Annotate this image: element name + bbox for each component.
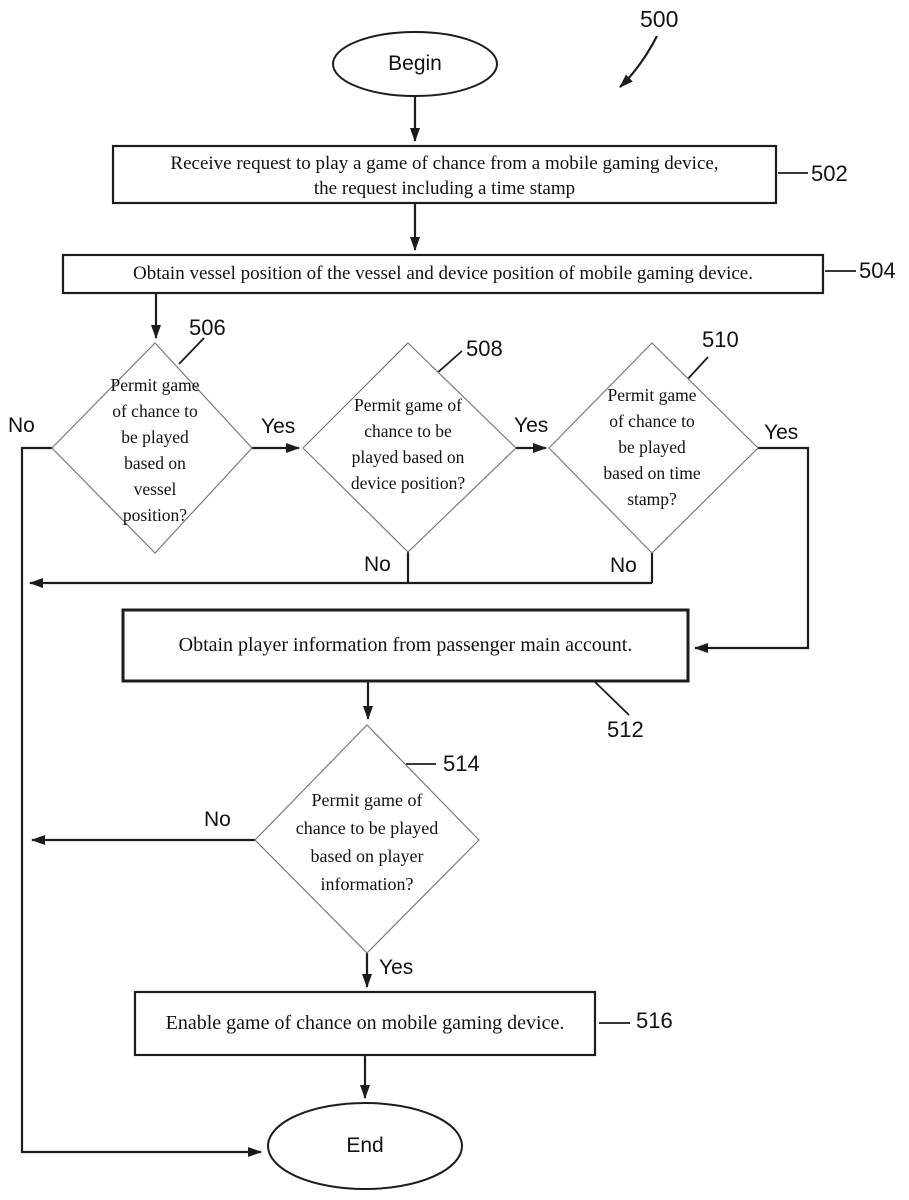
ref-514-label: 514 [443,751,480,776]
leader-506 [179,338,204,364]
branch-510-yes-label: Yes [764,421,799,444]
begin-terminal-label: Begin [388,52,442,75]
step-502-text-line1: Receive request to play a game of chance from a mobile gaming device, [170,153,719,174]
leader-510 [686,357,708,381]
step-502-text-line2: the request including a time stamp [313,178,576,199]
branch-510-no-label: No [610,554,637,577]
ref-502-label: 502 [811,161,848,186]
ref-512-label: 512 [607,717,644,742]
branch-508-yes-label: Yes [514,414,549,437]
end-terminal-label: End [346,1134,384,1157]
decision-508-text: Permit game of chance to be played based on device position? [350,395,466,493]
step-504-text: Obtain vessel position of the vessel and device position of mobile gaming device. [132,263,753,284]
ref-510-label: 510 [702,327,739,352]
branch-514-yes-label: Yes [379,956,414,979]
branch-514-no-label: No [204,808,231,831]
decision-506-text: Permit game of chance to be played based on vessel position? [110,375,200,525]
ref-516-label: 516 [636,1008,673,1033]
ref-508-label: 508 [466,336,503,361]
ref-506-label: 506 [189,315,226,340]
decision-514-text: Permit game of chance to be played based on player information? [295,790,439,894]
branch-506-yes-label: Yes [261,415,296,438]
decision-510-text: Permit game of chance to be played based on time stamp? [603,385,701,509]
branch-508-no-label: No [364,553,391,576]
arrow-figure-ref [620,36,657,87]
figure-ref-label: 500 [640,6,679,32]
leader-512 [594,681,629,715]
leader-508 [436,351,462,374]
step-502-text [123,151,766,201]
ref-504-label: 504 [859,258,896,283]
step-516-text: Enable game of chance on mobile gaming device. [165,1012,565,1034]
step-512-text: Obtain player information from passenger main account. [178,634,633,656]
branch-506-no-label: No [8,414,35,437]
